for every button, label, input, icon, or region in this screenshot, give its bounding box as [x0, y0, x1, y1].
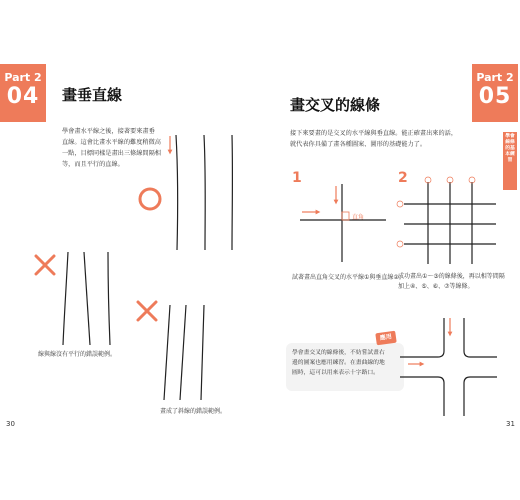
part-number: 04: [6, 84, 40, 109]
right-angle-marker: [342, 212, 349, 220]
part-label: Part 2: [4, 71, 42, 84]
bad-parallel-lines: [63, 252, 110, 345]
caption-line: 加上④、⑤、⑥、⑦等線條。: [398, 283, 474, 290]
caption-bad-slant: 畫成了斜線的錯誤範例。: [160, 408, 227, 415]
step-number-2: 2: [398, 170, 408, 186]
part-label: Part 2: [476, 71, 514, 84]
step2-number-circles: [397, 177, 475, 247]
intro-line: 直線。這會比畫水平線的難度稍微高: [62, 139, 161, 146]
wrong-mark-icon: [138, 302, 156, 320]
page-number-left: 30: [6, 420, 15, 428]
step1-cross: [300, 184, 386, 262]
correct-mark-icon: [140, 189, 160, 209]
bad-slant-lines: [164, 305, 204, 400]
part-number: 05: [478, 84, 512, 109]
chapter-sidebar-text: 學會線條的基本練習: [505, 134, 515, 163]
page-title-left: 畫垂直線: [62, 86, 123, 104]
tip-line: 學會畫交叉的線條後，不妨嘗試畫右: [292, 350, 385, 356]
caption-line: 成功畫出①～③的線條後，再以相等間隔: [398, 273, 505, 280]
intro-line: 學會畫水平線之後，接著要來畫垂: [62, 128, 155, 135]
intro-line: 等，而且平行的直線。: [62, 161, 124, 168]
tip-line: 圓時，這可以用來表示十字路口。: [292, 370, 379, 376]
page-title-right: 畫交叉的線條: [290, 96, 381, 114]
wrong-mark-icon: [36, 256, 54, 274]
page-number-right: 31: [506, 420, 515, 428]
right-angle-label: 直角: [352, 214, 365, 221]
caption-step1: 試著畫出直角交叉的水平線①與垂直線②。: [292, 274, 405, 281]
tip-line: 邊的圖案也應用練習。在畫曲線的地: [292, 360, 385, 366]
step2-grid: [404, 182, 496, 264]
step-number-1: 1: [292, 170, 302, 186]
caption-bad-parallel: 線與線沒有平行的錯誤範例。: [38, 351, 117, 358]
intro-line: 就代表你具備了畫各種圖案、圖形的基礎能力了。: [290, 141, 427, 148]
tip-badge: 應用: [375, 331, 396, 346]
intro-line: 接下來要畫的是交叉的水平線與垂直線。能正確畫出來的話，: [290, 130, 458, 137]
good-vertical-lines: [176, 135, 232, 250]
intro-line: 一點，目標同樣是畫出三條線間隔相: [62, 150, 161, 157]
crossroads-drawing: [400, 318, 497, 416]
